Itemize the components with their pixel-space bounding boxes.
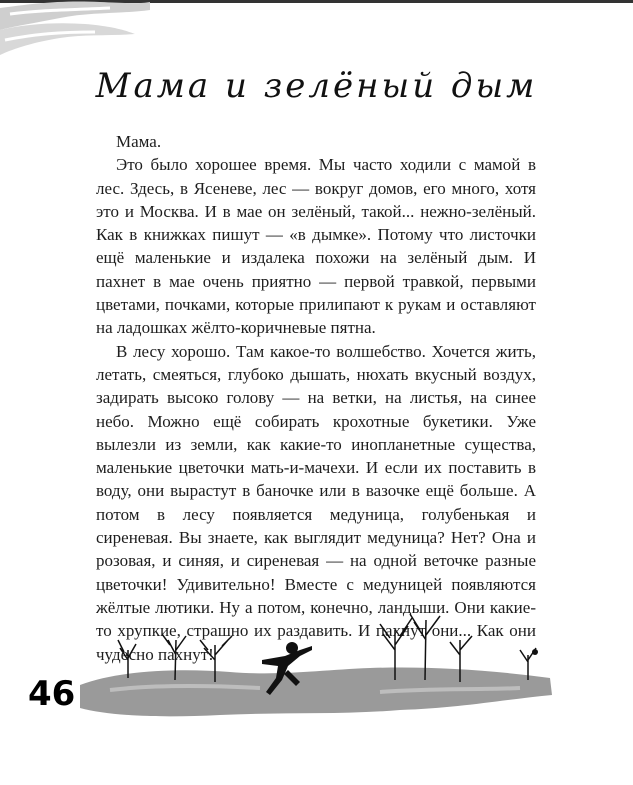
bird-icon xyxy=(532,649,538,655)
corner-swirl-decoration xyxy=(0,0,150,60)
paragraph-2: Это было хорошее время. Мы часто ходили с мамой в лес. Здесь, в Ясеневе, лес — вокруг домов, его много, хотя это и Москва. И в мае он зелёный, такой... нежно-зелёный. Как в книжках пишут — «в дымке». Потому что листочки ещё маленькие и издалека похожи на зелёный дым. И пахнет в мае очень приятно — первой травкой, первыми цветами, почками, которые прилипают к рукам и оставляют на ладошках жёлто-коричневые пятна. xyxy=(96,155,536,338)
paragraph-1: Мама. xyxy=(116,132,162,151)
page-number: 46 xyxy=(28,674,76,714)
chapter-body xyxy=(96,130,536,666)
chapter-title: Мама и зелёный дым xyxy=(95,66,538,106)
forest-illustration xyxy=(0,600,633,730)
snowy-ground xyxy=(80,667,552,716)
paragraph-3: В лесу хорошо. Там какое-то волшебство. Хочется жить, летать, смеяться, глубоко дышать, нюхать вкусный воздух, задирать высоко голову — на ветки, на листья, на синее небо. Можно ещё собирать крохотные букетики. Уже вылезли из земли, как какие-то инопланетные существа, маленькие цветочки мать-и-мачехи. И если их поставить в воду, они вырастут в баночке или в вазочке ещё больше. А потом в лесу появляется медуница, голубенькая и сиреневая. Вы знаете, как выглядит медуница? Нет? Она и розовая, и синяя, и сиреневая — на одной веточке разные цветочки! Удивительно! Вместе с медуницей появляются жёлтые лютики. Ну а потом, конечно, ландыши. Они какие-то хрупкие, страшно их раздавить. И пахнут они... Как они чудесно пахнут! xyxy=(96,341,536,664)
